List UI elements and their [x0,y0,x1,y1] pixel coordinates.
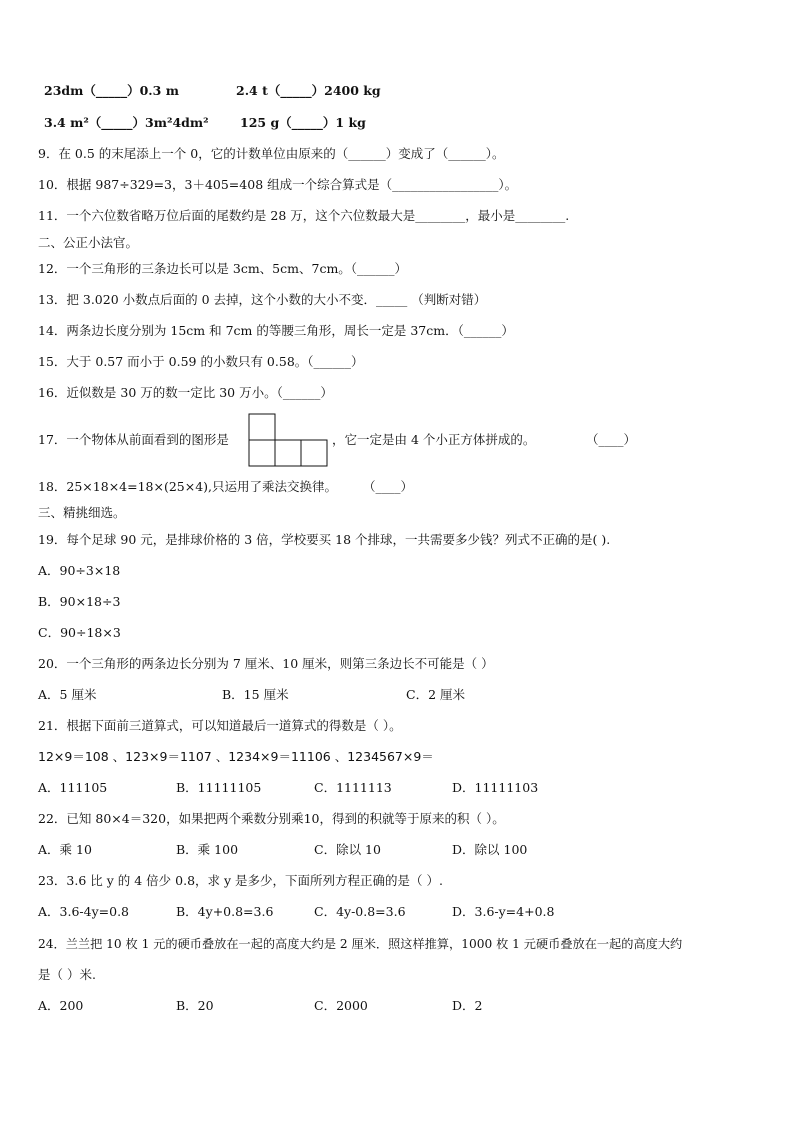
question-17-blank: （____） [586,432,637,447]
q23-option-c: C．4y-0.8=3.6 [314,904,406,919]
question-14: 14．两条边长度分别为 15cm 和 7cm 的等腰三角形，周长一定是 37cm．（______） [38,323,514,338]
q22-option-c: C．除以 10 [314,842,381,857]
unit-compare-3: 3.4 m²（_____）3m²4dm² [44,115,209,130]
question-13: 13．把 3.020 小数点后面的 0 去掉，这个小数的大小不变．_____ （判断对错） [38,292,487,307]
q24-option-c: C．2000 [314,998,368,1013]
front-view-figure [248,413,330,467]
q23-option-b: B．4y+0.8=3.6 [176,904,274,919]
q24-option-b: B．20 [176,998,214,1013]
question-17-text-a: 17．一个物体从前面看到的图形是 [38,432,229,447]
q20-option-a: A．5 厘米 [38,687,97,702]
q22-option-d: D．除以 100 [452,842,528,857]
q23-option-a: A．3.6-4y=0.8 [38,904,129,919]
question-24-line-2: 是（ ）米. [38,967,96,982]
section-2-title: 二、公正小法官。 [38,235,139,250]
q21-option-b: B．11111105 [176,780,262,795]
q24-option-a: A．200 [38,998,84,1013]
question-9: 9．在 0.5 的末尾添上一个 0，它的计数单位由原来的（______）变成了（______）。 [38,146,505,161]
unit-compare-2: 2.4 t（_____）2400 kg [236,83,381,98]
question-19: 19．每个足球 90 元，是排球价格的 3 倍，学校要买 18 个排球，一共需要多少钱？列式不正确的是( ). [38,532,611,547]
q20-option-b: B．15 厘米 [222,687,289,702]
q19-option-a: A．90÷3×18 [38,563,121,578]
q21-equations: 12×9＝108 、123×9＝1107 、1234×9＝11106 、1234567×9＝ [38,749,434,764]
section-3-title: 三、精挑细选。 [38,505,126,520]
question-21: 21．根据下面前三道算式，可以知道最后一道算式的得数是（ ）。 [38,718,402,733]
question-15: 15．大于 0.57 而小于 0.59 的小数只有 0.58。（______） [38,354,364,369]
unit-compare-4: 125 g（_____）1 kg [240,115,366,130]
question-23: 23．3.6 比 y 的 4 倍少 0.8，求 y 是多少，下面所列方程正确的是（ ）. [38,873,443,888]
q21-option-c: C．1111113 [314,780,392,795]
question-17-text-b: ，它一定是由 4 个小正方体拼成的。 [332,432,536,447]
q22-option-a: A．乘 10 [38,842,92,857]
q20-option-c: C．2 厘米 [406,687,465,702]
q24-option-d: D．2 [452,998,483,1013]
unit-compare-1: 23dm（_____）0.3 m [44,83,179,98]
question-22: 22．已知 80×4＝320，如果把两个乘数分别乘10，得到的积就等于原来的积（ ）。 [38,811,505,826]
question-18: 18．25×18×4=18×(25×4),只运用了乘法交换律。 [38,479,338,494]
question-10: 10．根据 987÷329=3，3＋405=408 组成一个综合算式是（_________________）。 [38,177,518,192]
question-24-line-1: 24．兰兰把 10 枚 1 元的硬币叠放在一起的高度大约是 2 厘米．照这样推算，1000 枚 1 元硬币叠放在一起的高度大约 [38,937,683,951]
q21-option-d: D．11111103 [452,780,539,795]
question-20: 20．一个三角形的两条边长分别为 7 厘米、10 厘米，则第三条边长不可能是（ ） [38,656,494,671]
question-12: 12．一个三角形的三条边长可以是 3cm、5cm、7cm。（______） [38,261,408,276]
q19-option-b: B．90×18÷3 [38,594,121,609]
q21-option-a: A．111105 [38,780,108,795]
question-16: 16．近似数是 30 万的数一定比 30 万小。（______） [38,385,333,400]
question-11: 11．一个六位数省略万位后面的尾数约是 28 万，这个六位数最大是________，最小是________. [38,208,570,223]
question-18-blank: （____） [363,479,414,494]
q19-option-c: C．90÷18×3 [38,625,121,640]
q22-option-b: B．乘 100 [176,842,239,857]
q23-option-d: D．3.6-y=4+0.8 [452,904,555,919]
